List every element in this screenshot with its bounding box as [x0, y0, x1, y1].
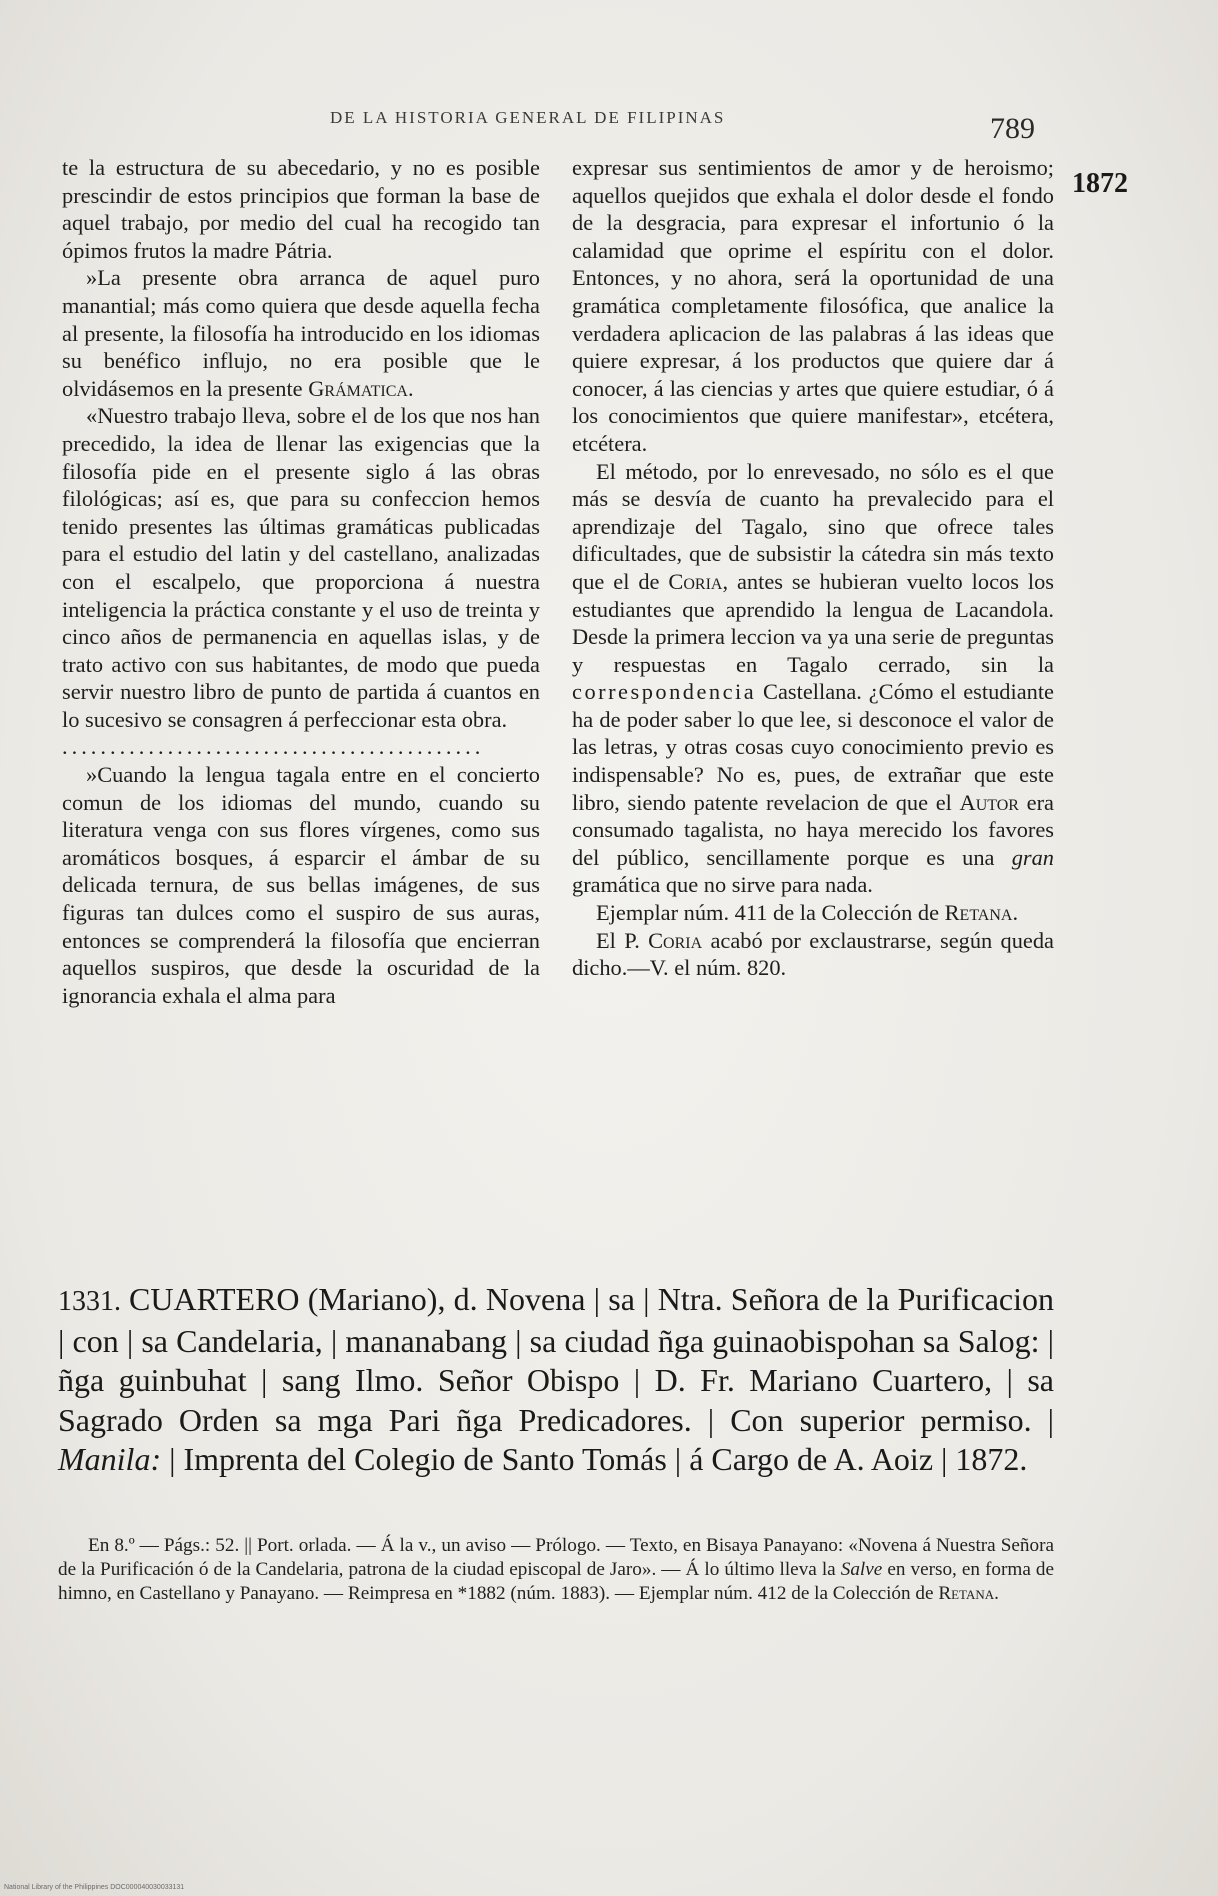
entry-notes [58, 1534, 1054, 1607]
rp2-e: gramática que no sirve para nada. [572, 872, 873, 898]
rp2-b: , antes se hubieran vuelto locos los estudiantes que aprendido la lengua de Lacandola. Desde la primera leccion va ya una serie de preguntas y respuestas en Tagalo cerrado, sin la [572, 568, 1054, 677]
page-number: 789 [990, 112, 1035, 145]
entry-text-b: | Imprenta del Colegio de Santo Tomás | á Cargo de A. Aoiz | 1872. [161, 1441, 1028, 1477]
entry-text-a: CUARTERO (Mariano), d. Novena | sa | Ntra. Señora de la Purificacion | con | sa Candelaria, | mananabang | sa ciudad ñga guinaobispohan sa Salog: | ñga guinbuhat | sang Ilmo. Señor Obispo | D. Fr. Mariano Cuartero, | sa Sagrado Orden sa mga Pari ñga Predicadores. | Con superior permiso. | [58, 1281, 1054, 1438]
entry-number: 1331. [58, 1286, 121, 1317]
notes-text-b: en verso, en forma de himno, en Castellano y Panayano. — Reimpresa en *1882 (núm. 1883). — Ejemplar núm. 412 de la Colección de [58, 1559, 1054, 1605]
left-paragraph-2-text: »La presente obra arranca de aquel puro manantial; más como quiera que desde aquella fecha al presente, la filosofía ha introducido en los idiomas su benéfico influjo, no era posible que le olvidásemos en la presente [62, 265, 540, 401]
running-head: DE LA HISTORIA GENERAL DE FILIPINAS [330, 108, 726, 127]
left-column [62, 154, 540, 1009]
rp4-a: El P. [596, 927, 649, 953]
right-paragraph-1: expresar sus sentimientos de amor y de heroismo; aquellos quejidos que exhala el dolor desde el fondo de la desgracia, para expresar el infortunio ó la calamidad que oprime el espíritu con el dolor. Entonces, y no ahora, será la oportunidad de una gramática completamente filosófica, que analice la verdadera aplicacion de las palabras á las ideas que quiere expresar, á los productos que quiere dar á conocer, á las ciencias y artes que quiere estudiar, ó á los conocimientos que quiere manifestar», etcétera, etcétera. [572, 155, 1054, 456]
left-paragraph-3: «Nuestro trabajo lleva, sobre el de los que nos han precedido, la idea de llenar las exigencias que la filosofía pide en el presente siglo á las obras filológicas; así es, que para su confeccion hemos tenido presentes las últimas gramáticas publicadas para el estudio del latin y del castellano, analizadas con el escalpelo, que proporciona á nuestra inteligencia la práctica constante y el uso de treinta y cinco años de permanencia en aquellas islas, y de trato activo con sus habitantes, de modo que pueda servir nuestro libro de punto de partida á cuantos en lo sucesivo se consagren á perfeccionar esta obra. [62, 403, 540, 732]
ellipsis-dots: ............................................ [62, 734, 485, 760]
footer-credit: National Library of the Philippines DOC000040030033131 [4, 1884, 185, 1891]
notes-retana-smallcaps: Retana. [938, 1583, 999, 1605]
right-paragraph-2 [572, 458, 1054, 900]
right-column [572, 154, 1054, 982]
left-paragraph-1: te la estructura de su abecedario, y no es posible prescindir de estos principios que forman la base de aquel trabajo, por medio del cual ha recogido tan ópimos frutos la madre Pátria. [62, 155, 540, 263]
autor-smallcaps: Autor [959, 789, 1019, 815]
year-marker: 1872 [1072, 168, 1128, 199]
bibliographic-entry [58, 1280, 1054, 1480]
coria-smallcaps: Coria [668, 568, 723, 594]
entry-manila-italic: Manila: [58, 1441, 162, 1477]
notes-text-a: En 8.º — Págs.: 52. || Port. orlada. — Á la v., un aviso — Prólogo. — Texto, en Bisaya Panayano: «Novena á Nuestra Señora de la Purificación ó de la Candelaria, patrona de la ciudad episcopal de Jaro». — Á lo último lleva la [58, 1535, 1054, 1581]
rp2-d: era consumado tagalista, no haya merecido los favores del público, sencillamente porque es una [572, 789, 1054, 870]
notes-paragraph [58, 1534, 1054, 1607]
right-paragraph-3 [572, 899, 1054, 927]
left-paragraph-2 [62, 264, 540, 402]
rp3-a: Ejemplar núm. 411 de la Colección de [596, 900, 945, 926]
gramatica-smallcaps: Grámatica. [308, 375, 414, 401]
salve-italic: Salve [840, 1559, 883, 1581]
retana-smallcaps: Retana. [944, 900, 1019, 926]
gran-italic: gran [1011, 844, 1054, 870]
rp2-c: Castellana. ¿Cómo el estudiante ha de poder saber lo que lee, si desconoce el valor de las letras, y otras cosas cuyo conocimiento previo es indispensable? No es, pues, de extrañar que este libro, siendo patente revelacion de que el [572, 679, 1054, 815]
right-paragraph-4 [572, 927, 1054, 982]
rp2-a: El método, por lo enrevesado, no sólo es el que más se desvía de cuanto ha prevalecido para el aprendizaje del Tagalo, sino que ofrece tales dificultades, que de subsistir la cátedra sin más texto que el de [572, 458, 1054, 594]
correspondencia-spaced: correspondencia [572, 679, 757, 705]
coria-smallcaps-2: Coria [648, 927, 703, 953]
left-paragraph-4: »Cuando la lengua tagala entre en el concierto comun de los idiomas del mundo, cuando su literatura venga con sus flores vírgenes, como sus aromáticos bosques, á esparcir el ámbar de su delicada ternura, de sus bellas imágenes, de sus figuras tan dulces como el suspiro de sus auras, entonces se comprenderá la filosofía que encierran aquellos suspiros, que desde la oscuridad de la ignorancia exhala el alma para [62, 762, 540, 1008]
rp4-b: acabó por exclaustrarse, según queda dicho.—V. el núm. 820. [572, 927, 1054, 981]
